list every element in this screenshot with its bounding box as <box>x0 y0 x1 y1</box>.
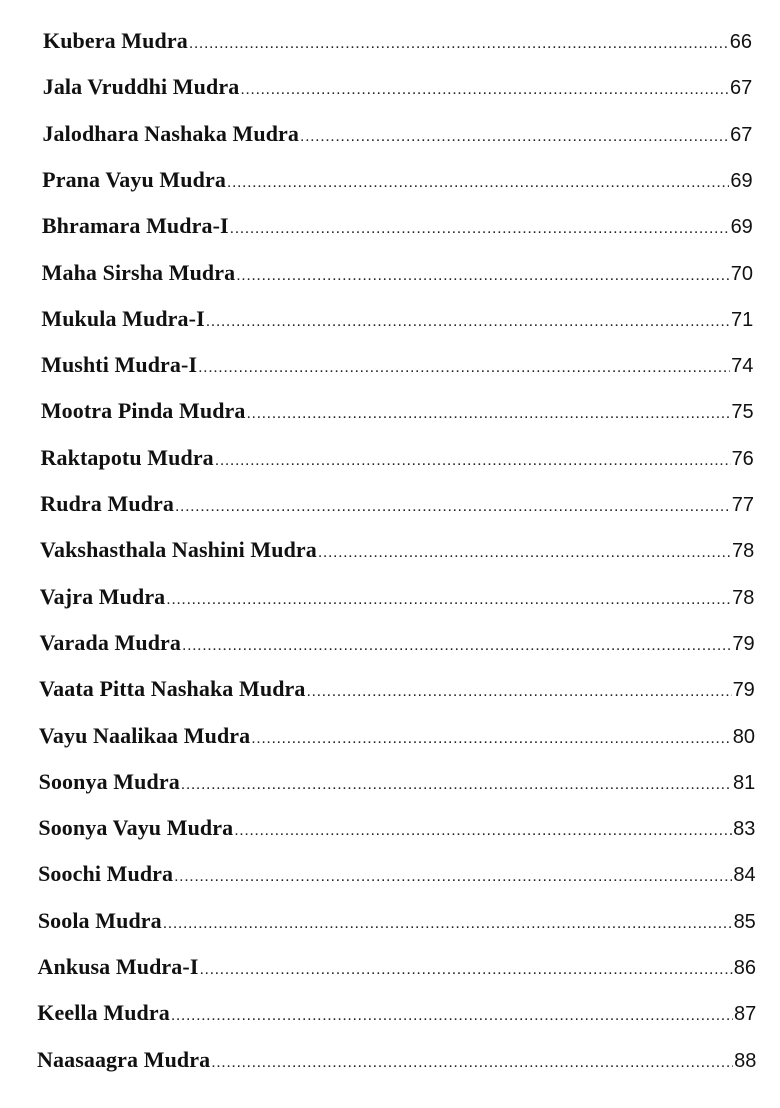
toc-entry[interactable] <box>42 260 753 294</box>
toc-entry-page-number: 88 <box>734 1049 757 1072</box>
toc-entry-page-number: 76 <box>731 447 754 470</box>
toc-entry-page-number: 71 <box>730 308 754 331</box>
toc-entry-title: Soola Mudra <box>37 907 162 933</box>
toc-entry[interactable] <box>38 815 755 849</box>
dot-leader <box>211 1054 733 1072</box>
toc-entry[interactable] <box>42 121 752 155</box>
toc-entry-page-number: 80 <box>732 725 755 748</box>
dot-leader <box>189 35 729 53</box>
toc-entry-title: Keella Mudra <box>37 1000 170 1026</box>
dot-leader <box>181 776 732 794</box>
toc-entry-page-number: 69 <box>730 169 753 192</box>
toc-entry-page-number: 69 <box>730 216 753 239</box>
toc-entry-page-number: 67 <box>729 77 753 100</box>
toc-entry[interactable] <box>40 537 754 571</box>
toc-entry-title: Soonya Vayu Mudra <box>38 815 234 841</box>
dot-leader <box>251 730 731 748</box>
toc-entry-title: Vayu Naalikaa Mudra <box>38 722 251 748</box>
toc-entry-page-number: 74 <box>731 355 754 378</box>
toc-entry[interactable] <box>38 861 756 895</box>
toc-entry[interactable] <box>39 723 755 757</box>
dot-leader <box>318 544 731 562</box>
dot-leader <box>163 915 733 933</box>
dot-leader <box>198 359 730 377</box>
dot-leader <box>236 267 730 285</box>
toc-entry-title: Mootra Pinda Mudra <box>40 398 246 424</box>
toc-entry[interactable] <box>40 584 755 618</box>
toc-entry-page-number: 81 <box>732 771 756 794</box>
dot-leader <box>166 591 731 609</box>
dot-leader <box>307 683 732 701</box>
toc-entry[interactable] <box>41 352 753 386</box>
dot-leader <box>230 220 730 238</box>
toc-entry[interactable] <box>38 908 756 942</box>
toc-entry-page-number: 79 <box>732 632 755 655</box>
toc-entry[interactable] <box>39 630 754 664</box>
toc-entry[interactable] <box>38 954 756 988</box>
toc-entry-title: Soochi Mudra <box>38 861 174 887</box>
toc-entry-page-number: 66 <box>729 31 752 53</box>
toc-entry-title: Raktapotu Mudra <box>40 444 214 470</box>
toc-entry-page-number: 77 <box>731 494 754 516</box>
toc-entry[interactable] <box>37 1000 756 1034</box>
dot-leader <box>175 498 731 516</box>
dot-leader <box>171 1007 733 1025</box>
toc-entry-page-number: 78 <box>731 540 755 563</box>
toc-entry[interactable] <box>41 398 754 432</box>
toc-entry-page-number: 85 <box>733 910 756 933</box>
dot-leader <box>247 405 731 423</box>
toc-entry-title: Maha Sirsha Mudra <box>41 259 236 285</box>
toc-entry[interactable] <box>41 445 754 479</box>
toc-entry-page-number: 78 <box>732 586 755 609</box>
toc-entry-title: Jalodhara Nashaka Mudra <box>42 120 300 146</box>
toc-entry-page-number: 79 <box>732 679 755 702</box>
dot-leader <box>206 313 730 331</box>
toc-entry[interactable] <box>39 769 756 803</box>
toc-entry[interactable] <box>41 306 753 340</box>
toc-entry[interactable] <box>39 676 755 710</box>
toc-entry-page-number: 87 <box>733 1003 757 1026</box>
toc-entry-page-number: 70 <box>730 262 753 285</box>
dot-leader <box>300 128 729 146</box>
toc-entry-title: Mukula Mudra-I <box>41 305 205 331</box>
toc-entry[interactable] <box>43 28 752 62</box>
dot-leader <box>199 961 732 979</box>
toc-entry-title: Soonya Mudra <box>38 768 180 794</box>
dot-leader <box>227 174 729 192</box>
toc-entry-title: Mushti Mudra-I <box>41 352 198 378</box>
toc-entry[interactable] <box>43 74 752 108</box>
toc-entry-title: Rudra Mudra <box>40 491 174 516</box>
toc-entry-title: Vajra Mudra <box>39 583 166 609</box>
toc-entry[interactable] <box>40 491 754 525</box>
dot-leader <box>215 452 731 470</box>
dot-leader <box>182 637 731 655</box>
toc-entry-title: Jala Vruddhi Mudra <box>42 74 240 100</box>
toc-entry[interactable] <box>42 213 753 247</box>
dot-leader <box>174 868 732 886</box>
toc-entry-title: Naasaagra Mudra <box>37 1046 211 1072</box>
toc-entry-page-number: 83 <box>733 818 756 841</box>
toc-entry[interactable] <box>42 167 752 201</box>
toc-entry-title: Kubera Mudra <box>43 28 188 53</box>
dot-leader <box>240 81 729 99</box>
toc-entry-title: Vakshasthala Nashini Mudra <box>40 537 317 563</box>
toc-entry-page-number: 86 <box>733 957 756 979</box>
toc-entry-page-number: 84 <box>733 864 756 887</box>
toc-entry-title: Prana Vayu Mudra <box>42 166 226 192</box>
toc-entry-title: Varada Mudra <box>39 629 182 655</box>
toc-entry-page-number: 67 <box>730 123 753 146</box>
toc-entry-page-number: 75 <box>731 401 754 424</box>
toc-entry-title: Ankusa Mudra-I <box>37 954 199 979</box>
dot-leader <box>234 822 732 840</box>
toc-entry[interactable] <box>37 1047 756 1081</box>
toc-entry-title: Bhramara Mudra-I <box>41 213 229 239</box>
toc-entry-title: Vaata Pitta Nashaka Mudra <box>39 676 306 702</box>
